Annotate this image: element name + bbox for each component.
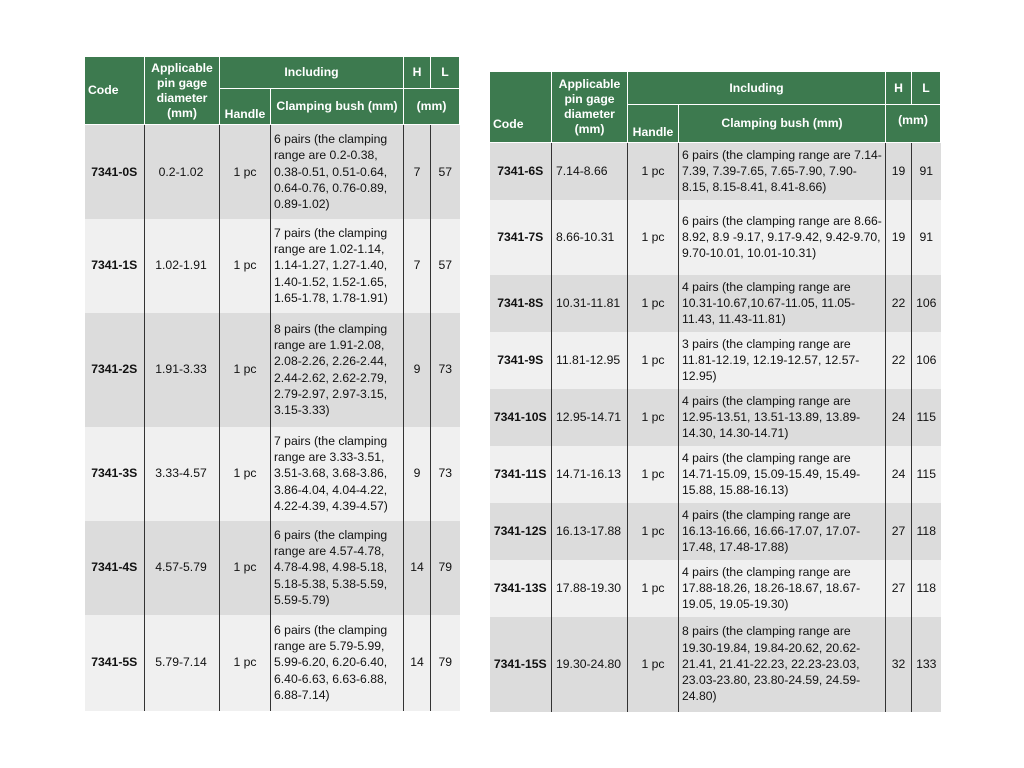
header-including: Including	[220, 57, 404, 89]
table-row	[490, 332, 941, 389]
header-clamping-bush: Clamping bush (mm)	[679, 105, 886, 143]
h-value: 19	[886, 200, 912, 275]
clamping-bush-desc: 6 pairs (the clamping range are 0.2-0.38, 0.38-0.51, 0.51-0.64, 0.64-0.76, 0.76-0.89, 0.89-1.02)	[271, 125, 404, 219]
table-row	[490, 389, 941, 446]
clamping-bush-desc: 6 pairs (the clamping range are 5.79-5.99, 5.99-6.20, 6.20-6.40, 6.40-6.63, 6.63-6.88, 6.88-7.14)	[271, 615, 404, 711]
handle-qty: 1 pc	[628, 389, 679, 446]
header-clamping-bush: Clamping bush (mm)	[271, 89, 404, 125]
product-code: 7341-7S	[490, 200, 552, 275]
product-code: 7341-1S	[85, 219, 145, 313]
product-code: 7341-0S	[85, 125, 145, 219]
table-row	[490, 275, 941, 332]
h-value: 9	[404, 313, 431, 427]
spec-table-right	[489, 71, 941, 712]
product-code: 7341-15S	[490, 617, 552, 712]
pin-gage-diameter: 1.02-1.91	[145, 219, 220, 313]
l-value: 73	[431, 427, 460, 521]
table-row	[490, 503, 941, 560]
product-code: 7341-3S	[85, 427, 145, 521]
table-row	[85, 521, 460, 615]
l-value: 118	[912, 503, 941, 560]
handle-qty: 1 pc	[628, 617, 679, 712]
clamping-bush-desc: 8 pairs (the clamping range are 1.91-2.08, 2.08-2.26, 2.26-2.44, 2.44-2.62, 2.62-2.79, 2.79-2.97, 2.97-3.15, 3.15-3.33)	[271, 313, 404, 427]
l-value: 91	[912, 200, 941, 275]
h-value: 7	[404, 125, 431, 219]
clamping-bush-desc: 6 pairs (the clamping range are 4.57-4.78, 4.78-4.98, 4.98-5.18, 5.18-5.38, 5.38-5.59, 5.59-5.79)	[271, 521, 404, 615]
product-code: 7341-4S	[85, 521, 145, 615]
header-h: H	[886, 72, 912, 105]
pin-gage-diameter: 8.66-10.31	[552, 200, 628, 275]
product-code: 7341-9S	[490, 332, 552, 389]
clamping-bush-desc: 6 pairs (the clamping range are 7.14-7.39, 7.39-7.65, 7.65-7.90, 7.90-8.15, 8.15-8.41, 8.41-8.66)	[679, 143, 886, 200]
clamping-bush-desc: 4 pairs (the clamping range are 14.71-15.09, 15.09-15.49, 15.49-15.88, 15.88-16.13)	[679, 446, 886, 503]
h-value: 24	[886, 389, 912, 446]
handle-qty: 1 pc	[628, 560, 679, 617]
header-l: L	[912, 72, 941, 105]
clamping-bush-desc: 8 pairs (the clamping range are 19.30-19.84, 19.84-20.62, 20.62-21.41, 21.41-22.23, 22.23-23.03, 23.03-23.80, 23.80-24.59, 24.59-24.80)	[679, 617, 886, 712]
h-value: 32	[886, 617, 912, 712]
h-value: 27	[886, 503, 912, 560]
pin-gage-diameter: 10.31-11.81	[552, 275, 628, 332]
pin-gage-diameter: 0.2-1.02	[145, 125, 220, 219]
h-value: 7	[404, 219, 431, 313]
table-row	[85, 615, 460, 711]
pin-gage-diameter: 3.33-4.57	[145, 427, 220, 521]
l-value: 133	[912, 617, 941, 712]
clamping-bush-desc: 4 pairs (the clamping range are 12.95-13.51, 13.51-13.89, 13.89-14.30, 14.30-14.71)	[679, 389, 886, 446]
table-row	[490, 617, 941, 712]
product-code: 7341-11S	[490, 446, 552, 503]
l-value: 115	[912, 446, 941, 503]
l-value: 106	[912, 332, 941, 389]
l-value: 79	[431, 615, 460, 711]
pin-gage-diameter: 19.30-24.80	[552, 617, 628, 712]
h-value: 14	[404, 521, 431, 615]
l-value: 118	[912, 560, 941, 617]
pin-gage-diameter: 11.81-12.95	[552, 332, 628, 389]
product-code: 7341-8S	[490, 275, 552, 332]
handle-qty: 1 pc	[628, 200, 679, 275]
handle-qty: 1 pc	[628, 332, 679, 389]
table-row	[85, 219, 460, 313]
header-handle: Handle	[220, 89, 271, 125]
table-row	[490, 143, 941, 200]
table-row	[490, 560, 941, 617]
l-value: 115	[912, 389, 941, 446]
h-value: 14	[404, 615, 431, 711]
header-code: Code	[85, 57, 145, 125]
l-value: 57	[431, 125, 460, 219]
handle-qty: 1 pc	[628, 143, 679, 200]
pin-gage-diameter: 4.57-5.79	[145, 521, 220, 615]
pin-gage-diameter: 5.79-7.14	[145, 615, 220, 711]
handle-qty: 1 pc	[220, 427, 271, 521]
header-l: L	[431, 57, 460, 89]
handle-qty: 1 pc	[220, 219, 271, 313]
product-code: 7341-10S	[490, 389, 552, 446]
handle-qty: 1 pc	[220, 125, 271, 219]
handle-qty: 1 pc	[220, 521, 271, 615]
table-row	[490, 446, 941, 503]
product-code: 7341-12S	[490, 503, 552, 560]
handle-qty: 1 pc	[628, 275, 679, 332]
header-handle: Handle	[628, 105, 679, 143]
table-row	[85, 125, 460, 219]
l-value: 57	[431, 219, 460, 313]
header-mm: (mm)	[886, 105, 941, 143]
clamping-bush-desc: 4 pairs (the clamping range are 10.31-10.67,10.67-11.05, 11.05-11.43, 11.43-11.81)	[679, 275, 886, 332]
product-code: 7341-13S	[490, 560, 552, 617]
l-value: 73	[431, 313, 460, 427]
pin-gage-diameter: 12.95-14.71	[552, 389, 628, 446]
clamping-bush-desc: 7 pairs (the clamping range are 3.33-3.51, 3.51-3.68, 3.68-3.86, 3.86-4.04, 4.04-4.22, 4.22-4.39, 4.39-4.57)	[271, 427, 404, 521]
clamping-bush-desc: 3 pairs (the clamping range are 11.81-12.19, 12.19-12.57, 12.57-12.95)	[679, 332, 886, 389]
pin-gage-diameter: 1.91-3.33	[145, 313, 220, 427]
h-value: 24	[886, 446, 912, 503]
handle-qty: 1 pc	[628, 446, 679, 503]
pin-gage-diameter: 14.71-16.13	[552, 446, 628, 503]
product-code: 7341-5S	[85, 615, 145, 711]
h-value: 9	[404, 427, 431, 521]
header-diameter: Applicable pin gage diameter (mm)	[552, 72, 628, 143]
clamping-bush-desc: 6 pairs (the clamping range are 8.66-8.92, 8.9 -9.17, 9.17-9.42, 9.42-9.70, 9.70-10.01, 10.01-10.31)	[679, 200, 886, 275]
spec-table-left	[84, 56, 460, 711]
table-row	[85, 427, 460, 521]
header-mm: (mm)	[404, 89, 460, 125]
clamping-bush-desc: 7 pairs (the clamping range are 1.02-1.14, 1.14-1.27, 1.27-1.40, 1.40-1.52, 1.52-1.65, 1.65-1.78, 1.78-1.91)	[271, 219, 404, 313]
pin-gage-diameter: 7.14-8.66	[552, 143, 628, 200]
handle-qty: 1 pc	[628, 503, 679, 560]
l-value: 91	[912, 143, 941, 200]
pin-gage-diameter: 16.13-17.88	[552, 503, 628, 560]
header-diameter: Applicable pin gage diameter (mm)	[145, 57, 220, 125]
l-value: 106	[912, 275, 941, 332]
h-value: 27	[886, 560, 912, 617]
table-row	[490, 200, 941, 275]
clamping-bush-desc: 4 pairs (the clamping range are 17.88-18.26, 18.26-18.67, 18.67-19.05, 19.05-19.30)	[679, 560, 886, 617]
product-code: 7341-2S	[85, 313, 145, 427]
h-value: 19	[886, 143, 912, 200]
header-including: Including	[628, 72, 886, 105]
handle-qty: 1 pc	[220, 615, 271, 711]
table-row	[85, 313, 460, 427]
handle-qty: 1 pc	[220, 313, 271, 427]
pin-gage-diameter: 17.88-19.30	[552, 560, 628, 617]
product-code: 7341-6S	[490, 143, 552, 200]
h-value: 22	[886, 332, 912, 389]
header-code: Code	[490, 72, 552, 143]
h-value: 22	[886, 275, 912, 332]
header-h: H	[404, 57, 431, 89]
l-value: 79	[431, 521, 460, 615]
clamping-bush-desc: 4 pairs (the clamping range are 16.13-16.66, 16.66-17.07, 17.07-17.48, 17.48-17.88)	[679, 503, 886, 560]
